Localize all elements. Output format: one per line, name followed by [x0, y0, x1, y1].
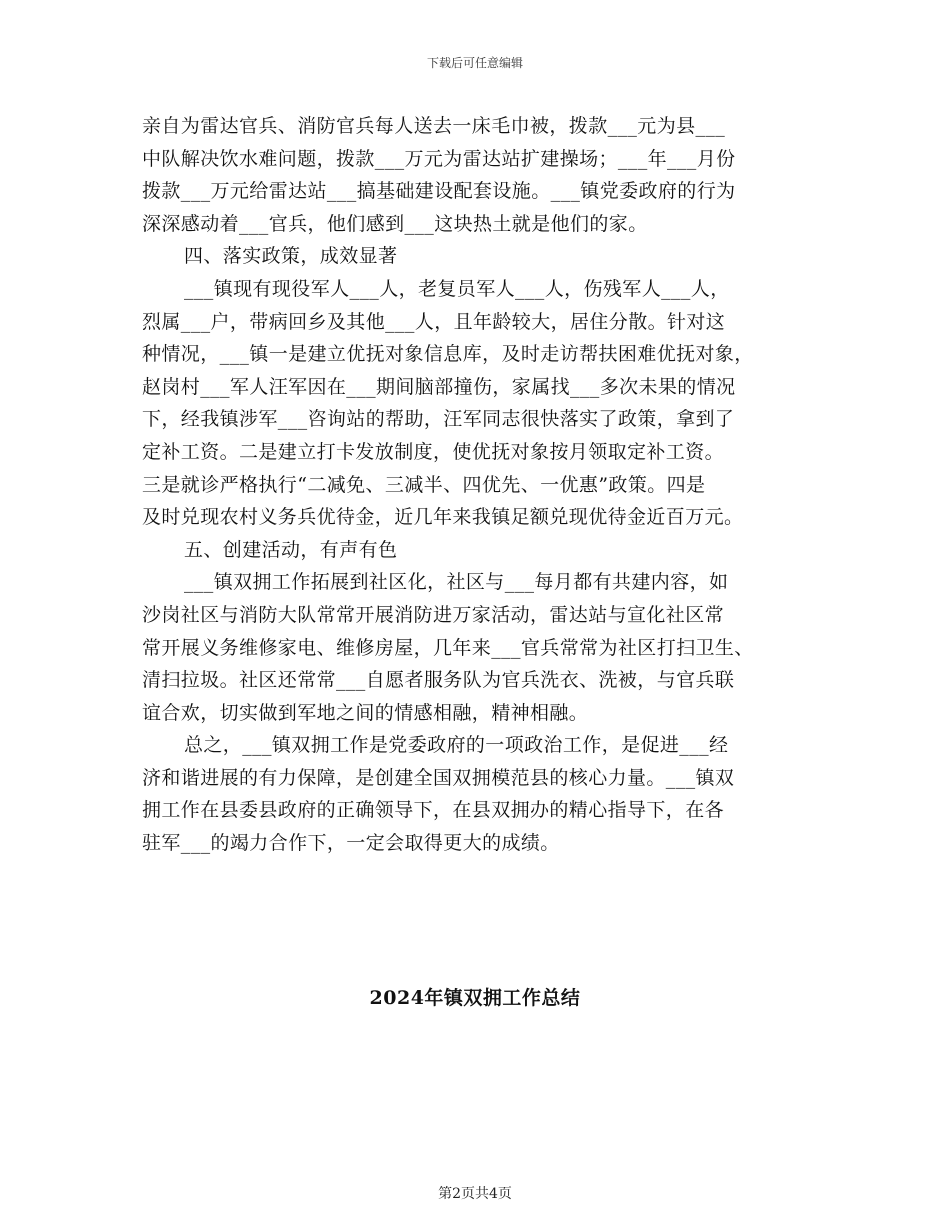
text-line: 五、创建活动，有声有色	[184, 538, 398, 561]
text-line: 及时兑现农村义务兵优待金，近几年来我镇足额兑现优待金近百万元。	[142, 506, 744, 529]
document-title: 2024年镇双拥工作总结	[369, 987, 581, 1009]
text-line: 定补工资。二是建立打卡发放制度，使优抚对象按月领取定补工资。	[142, 440, 725, 463]
text-line: 四、落实政策，成效显著	[184, 245, 398, 268]
text-line: 深深感动着___官兵，他们感到___这块热土就是他们的家。	[142, 212, 648, 235]
text-line: 谊合欢，切实做到军地之间的情感相融，精神相融。	[142, 701, 589, 724]
text-line: ___镇双拥工作拓展到社区化，社区与___每月都有共建内容，如	[184, 571, 729, 594]
text-line: 沙岗社区与消防大队常常开展消防进万家活动，雷达站与宣化社区常	[142, 603, 725, 626]
text-line: ___镇现有现役军人___人，老复员军人___人，伤残军人___人，	[184, 277, 730, 300]
text-line: 拥工作在县委县政府的正确领导下，在县双拥办的精心指导下，在各	[142, 799, 725, 822]
text-line: 下，经我镇涉军___咨询站的帮助，汪军同志很快落实了政策，拿到了	[142, 408, 735, 431]
text-line: 种情况，___镇一是建立优抚对象信息库，及时走访帮扶困难优抚对象，	[142, 343, 754, 366]
text-line: 常开展义务维修家电、维修房屋，几年来___官兵常常为社区打扫卫生、	[142, 636, 754, 659]
page-footer: 第2页共4页	[438, 1186, 512, 1202]
text-line: 清扫拉圾。社区还常常___自愿者服务队为官兵洗衣、洗被，与官兵联	[142, 669, 735, 692]
document-body	[142, 110, 810, 860]
text-line: 拨款___万元给雷达站___搞基础建设配套设施。___镇党委政府的行为	[142, 180, 736, 203]
text-line: 亲自为雷达官兵、消防官兵每人送去一床毛巾被，拨款___元为县___	[142, 115, 726, 137]
page-header: 下载后可任意编辑	[426, 56, 523, 70]
text-line: 三是就诊严格执行“二减免、三减半、四优先、一优惠”政策。四是	[142, 473, 706, 496]
text-line: 济和谐进展的有力保障，是创建全国双拥模范县的核心力量。___镇双	[142, 766, 735, 789]
text-line: 烈属___户，带病回乡及其他___人，且年龄较大，居住分散。针对这	[142, 310, 726, 333]
text-line: 赵岗村___军人汪军因在___期间脑部撞伤，家属找___多次未果的情况	[142, 375, 736, 398]
text-line: 总之，___镇双拥工作是党委政府的一项政治工作，是促进___经	[184, 734, 729, 757]
text-line: 中队解决饮水难问题，拨款___万元为雷达站扩建操场；___年___月份	[142, 147, 736, 170]
text-line: 驻军___的竭力合作下，一定会取得更大的成绩。	[142, 832, 560, 855]
